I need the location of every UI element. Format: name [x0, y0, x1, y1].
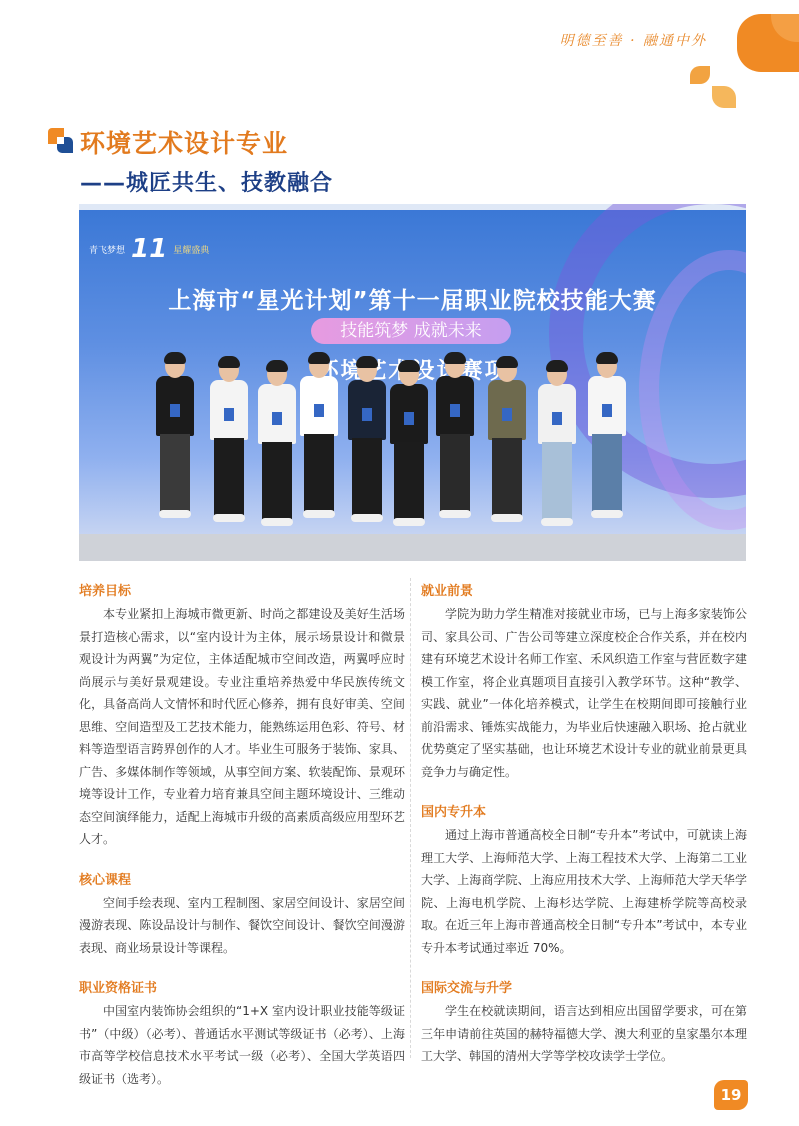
section-body: 学生在校就读期间，语言达到相应出国留学要求，可在第三年申请前往英国的赫特福德大学、澳大利亚的皇家墨尔本理工大学、韩国的清州大学等学校攻读学士学位。	[421, 1004, 747, 1063]
title-bullet-icon	[48, 128, 74, 154]
page-title: 环境艺术设计专业	[80, 129, 289, 158]
event-logo-brand: 星耀盛典	[173, 245, 210, 256]
student-figure	[257, 362, 297, 532]
student-figure	[389, 362, 429, 532]
page-subtitle: ——城匠共生、技教融合	[80, 171, 334, 196]
section-international	[421, 977, 747, 1068]
event-logo	[89, 234, 209, 264]
student-figure	[487, 358, 527, 528]
event-logo-number: 11	[131, 234, 168, 264]
section-core-courses	[79, 869, 405, 960]
section-body: 空间手绘表现、室内工程制图、家居空间设计、家居空间漫游表现、陈设品设计与制作、餐饮空间设计、餐饮空间漫游表现、商业场景设计等课程。	[79, 895, 405, 955]
student-figure	[587, 354, 627, 524]
section-title: 国际交流与升学	[421, 981, 513, 996]
student-figure	[435, 354, 475, 524]
page-number: 19	[714, 1080, 748, 1110]
section-body: 中国室内装饰协会组织的“1+X 室内设计职业技能等级证书”（中级）（必考）、普通话水平测试等级证书（必考）、上海市高等学校信息技术水平考试一级（必考）、全国大学英语四级证书（选考）。	[79, 1004, 405, 1086]
column-divider	[410, 578, 411, 1058]
student-figure	[347, 358, 387, 528]
corner-decoration-leaf	[690, 66, 710, 84]
section-title: 国内专升本	[421, 805, 487, 820]
group-photo	[79, 204, 746, 561]
student-figure	[155, 354, 195, 524]
banner-title: 上海市“星光计划”第十一届职业院校技能大赛	[168, 288, 657, 314]
section-body: 本专业紧扣上海城市微更新、时尚之都建设及美好生活场景打造核心需求，以“室内设计为主体，展示场景设计和微景观设计为两翼”为定位，主体适配城市空间改造，两翼呼应时尚展示与美好景观建设。专业注重培养热爱中华民族传统文化，具备高尚人文情怀和时代匠心修养，拥有良好审美、空间思维、空间造型及工艺技术能力，能熟练运用色彩、符号、材料等造型语言跨界创作的人才。毕业生可服务于装饰、家具、广告、多媒体制作等领域，从事空间方案、软装配饰、景观环境等设计工作，专业着力培育兼具空间主题环境设计、三维动态空间演绎能力，适配上海城市升级的高素质高级应用型环艺人才。	[79, 607, 405, 846]
section-employment	[421, 580, 747, 783]
header-motto: 明德至善 · 融通中外	[559, 33, 707, 49]
student-figure	[299, 354, 339, 524]
right-column	[421, 580, 747, 1086]
event-logo-tagline: 青飞梦想	[89, 245, 126, 256]
banner-slogan: 技能筑梦 成就未来	[311, 318, 511, 344]
section-body: 通过上海市普通高校全日制“专升本”考试中，可就读上海理工大学、上海师范大学、上海工程技术大学、上海第二工业大学、上海商学院、上海应用技术大学、上海师范大学天华学院、上海电机学院、上海杉达学院、上海建桥学院等高校录取。在近三年上海市普通高校全日制“专升本”考试中，本专业专升本考试通过率近 70%。	[421, 828, 747, 955]
section-training-goals	[79, 580, 405, 851]
section-title: 职业资格证书	[79, 981, 158, 996]
section-title: 培养目标	[79, 584, 132, 599]
student-figure	[209, 358, 249, 528]
section-title: 核心课程	[79, 872, 132, 888]
student-figure	[537, 362, 577, 532]
ground	[79, 534, 746, 561]
section-upgrade-study	[421, 801, 747, 959]
section-title: 就业前景	[421, 584, 474, 599]
left-column	[79, 580, 405, 1108]
section-certificates	[79, 977, 405, 1090]
section-body: 学院为助力学生精准对接就业市场，已与上海多家装饰公司、家具公司、广告公司等建立深度校企合作关系，并在校内建有环境艺术设计名师工作室、禾风织造工作室与营匠数字建模工作室，将企业真题项目直接引入教学环节。这种“教学、实践、就业”一体化培养模式，让学生在校期间即可接触行业前沿需求、锤炼实战能力，为毕业后快速融入职场、抢占就业优势奠定了坚实基础，也让环境艺术设计专业的就业前景更具竞争力与确定性。	[421, 607, 747, 779]
corner-decoration-leaf	[712, 86, 736, 108]
